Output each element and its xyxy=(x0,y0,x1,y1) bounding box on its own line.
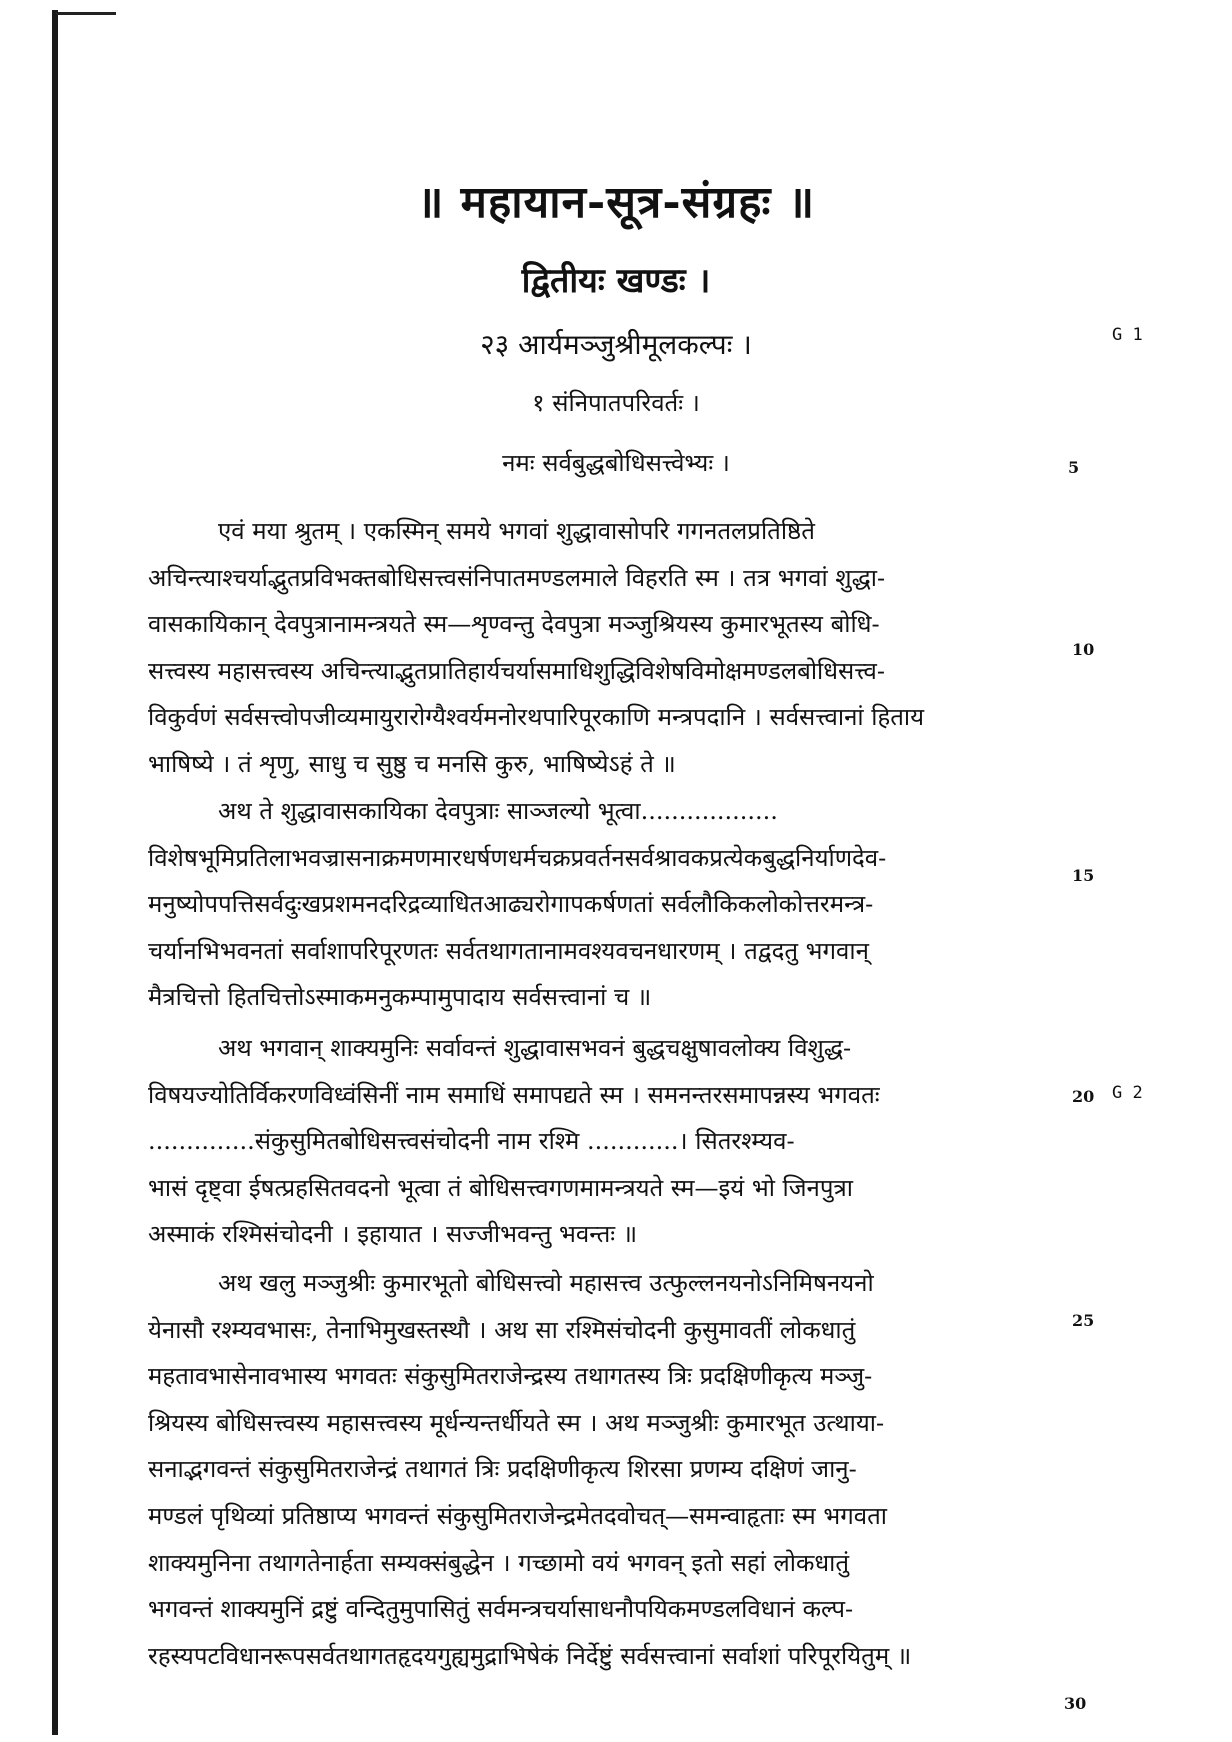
text-line: अथ भगवान् शाक्यमुनिः सर्वावन्तं शुद्धावासभवनं बुद्धचक्षुषावलोक्य विशुद्ध- xyxy=(218,1034,852,1062)
line-number-10: 10 xyxy=(1072,640,1095,659)
text-line: सनाद्भगवन्तं संकुसुमितराजेन्द्रं तथागतं त्रिः प्रदक्षिणीकृत्य शिरसा प्रणम्य दक्षिणं जानु- xyxy=(148,1455,857,1484)
paragraph-3 xyxy=(148,1025,1068,1258)
text-line: मैत्रचित्तो हितचित्तोऽस्माकमनुकम्पामुपादाय सर्वसत्त्वानां च ॥ xyxy=(148,983,652,1012)
side-marker-g2: G 2 xyxy=(1112,1083,1143,1103)
text-line: अचिन्त्याश्चर्याद्भुतप्रविभक्तबोधिसत्त्वसंनिपातमण्डलमाले विहरति स्म । तत्र भगवां शुद्धा- xyxy=(148,563,886,592)
text-line: शाक्यमुनिना तथागतेनार्हता सम्यक्संबुद्धेन । गच्छामो वयं भगवन् इतो सहां लोकधातुं xyxy=(148,1548,850,1577)
paragraph-1 xyxy=(148,508,1068,788)
paragraph-4 xyxy=(148,1260,1068,1679)
text-line: श्रियस्य बोधिसत्त्वस्य महासत्त्वस्य मूर्धन्यन्तर्धीयते स्म । अथ मञ्जुश्रीः कुमारभूत उत्थाया- xyxy=(148,1408,885,1437)
text-line: मनुष्योपपत्तिसर्वदुःखप्रशमनदरिद्रव्याधितआढ्यरोगापकर्षणतां सर्वलौकिकलोकोत्तरमन्त्र- xyxy=(148,890,874,919)
text-line: अथ ते शुद्धावासकायिका देवपुत्राः साञ्जल्यो भूत्वा.................. xyxy=(218,797,778,825)
text-line: चर्यानभिभवनतां सर्वाशापरिपूरणतः सर्वतथागतानामवश्यवचनधारणम् । तद्वदतु भगवान् xyxy=(148,936,869,965)
line-number-15: 15 xyxy=(1072,866,1095,885)
side-marker-g1: G 1 xyxy=(1112,325,1143,345)
invocation-line: नमः सर्वबुद्धबोधिसत्त्वेभ्यः । xyxy=(502,449,730,477)
text-line: रहस्यपटविधानरूपसर्वतथागतहृदयगुह्यमुद्राभिषेकं निर्देष्टुं सर्वसत्त्वानां सर्वाशां परिपूरयितुम् ॥ xyxy=(148,1641,912,1670)
line-number-25: 25 xyxy=(1072,1311,1095,1330)
text-line: ..............संकुसुमितबोधिसत्त्वसंचोदनी नाम रश्मि ............। सितरश्म्यव- xyxy=(148,1127,795,1156)
text-line: महतावभासेनावभास्य भगवतः संकुसुमितराजेन्द्रस्य तथागतस्य त्रिः प्रदक्षिणीकृत्य मञ्जु- xyxy=(148,1362,873,1391)
text-line: भगवन्तं शाक्यमुनिं द्रष्टुं वन्दितुमुपासितुं सर्वमन्त्रचर्यासाधनौपयिकमण्डलविधानं कल्प- xyxy=(148,1595,854,1624)
work-title: २३ आर्यमञ्जुश्रीमूलकल्पः । xyxy=(480,328,752,361)
text-line: विषयज्योतिर्विकरणविध्वंसिनीं नाम समाधिं समापद्यते स्म । समनन्तरसमापन्नस्य भगवतः xyxy=(148,1080,880,1109)
line-number-30: 30 xyxy=(1064,1694,1087,1713)
text-line: विशेषभूमिप्रतिलाभवज्रासनाक्रमणमारधर्षणधर्मचक्रप्रवर्तनसर्वश्रावकप्रत्येकबुद्धनिर्याणदेव- xyxy=(148,843,887,872)
text-line: भाषिष्ये । तं शृणु, साधु च सुष्ठु च मनसि कुरु, भाषिष्येऽहं ते ॥ xyxy=(148,749,676,778)
section-title: द्वितीयः खण्डः । xyxy=(521,261,711,301)
text-line: अथ खलु मञ्जुश्रीः कुमारभूतो बोधिसत्त्वो महासत्त्व उत्फुल्लनयनोऽनिमिषनयनो xyxy=(218,1269,874,1297)
text-line: भासं दृष्ट्वा ईषत्प्रहसितवदनो भूत्वा तं बोधिसत्त्वगणमामन्त्रयते स्म—इयं भो जिनपुत्रा xyxy=(148,1173,853,1202)
line-number-20: 20 xyxy=(1072,1087,1095,1106)
text-line: एवं मया श्रुतम् । एकस्मिन् समये भगवां शुद्धावासोपरि गगनतलप्रतिष्ठिते xyxy=(218,517,815,545)
paragraph-2 xyxy=(148,788,1068,1021)
main-title: ॥ महायान-सूत्र-संग्रहः ॥ xyxy=(416,177,816,228)
text-line: अस्माकं रश्मिसंचोदनी । इहायात । सज्जीभवन्तु भवन्तः ॥ xyxy=(148,1220,638,1249)
text-line: वासकायिकान् देवपुत्रानामन्त्रयते स्म—शृण्वन्तु देवपुत्रा मञ्जुश्रियस्य कुमारभूतस्य बोधि- xyxy=(148,610,880,639)
chapter-title: १ संनिपातपरिवर्तः । xyxy=(532,389,700,417)
binding-top-mark xyxy=(56,12,116,15)
text-line: मण्डलं पृथिव्यां प्रतिष्ठाप्य भगवन्तं संकुसुमितराजेन्द्रमेतदवोचत्—समन्वाहृताः स्म भगवता xyxy=(148,1501,887,1530)
text-line: येनासौ रश्म्यवभासः, तेनाभिमुखस्तस्थौ । अथ सा रश्मिसंचोदनी कुसुमावतीं लोकधातुं xyxy=(148,1315,856,1344)
text-line: विकुर्वणं सर्वसत्त्वोपजीव्यमायुरारोग्यैश्वर्यमनोरथपारिपूरकाणि मन्त्रपदानि । सर्वसत्त्वानां हिताय xyxy=(148,703,925,732)
line-number-5: 5 xyxy=(1068,458,1080,477)
text-line: सत्त्वस्य महासत्त्वस्य अचिन्त्याद्भुतप्रातिहार्यचर्यासमाधिशुद्धिविशेषविमोक्षमण्डलबोधिसत्त्व- xyxy=(148,656,885,685)
